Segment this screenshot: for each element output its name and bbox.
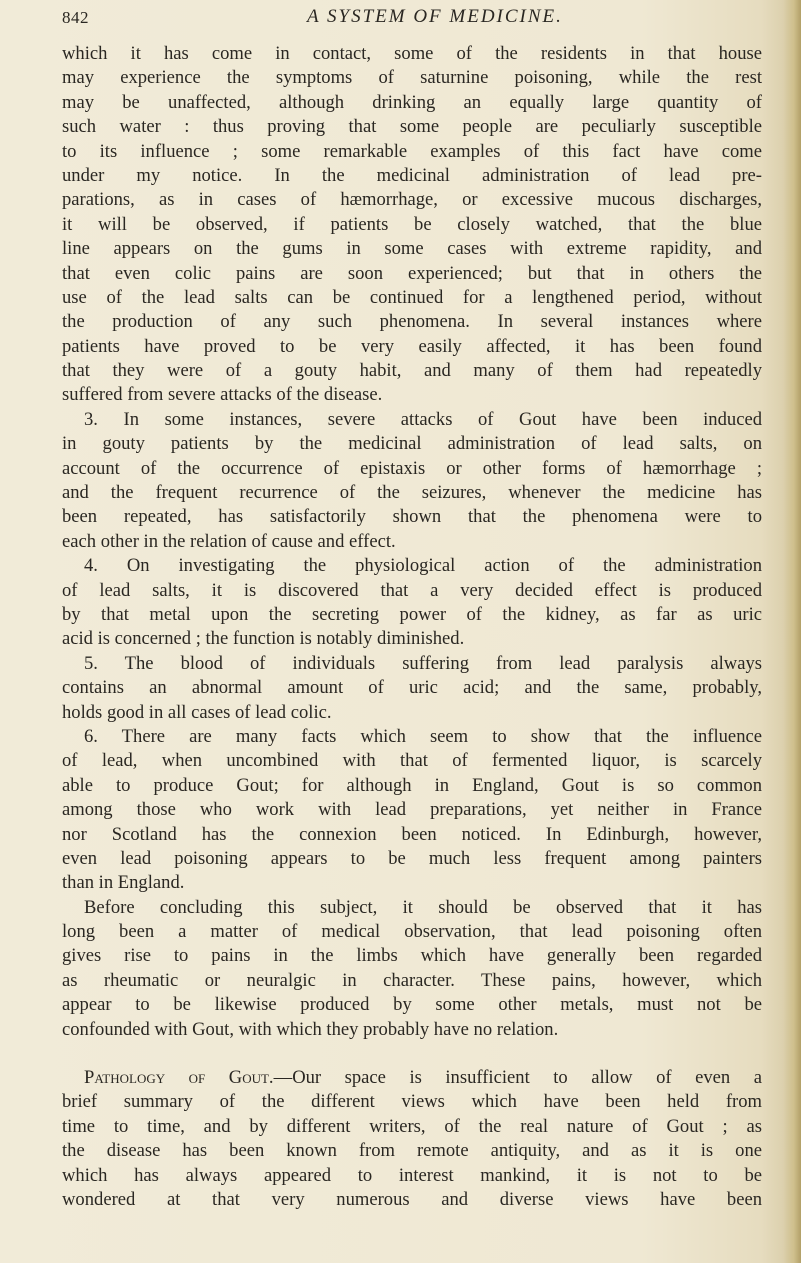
- text-line: the production of any such phenomena. In several instances where: [62, 311, 762, 333]
- section-first-line-text: —Our space is insufficient to allow of even a: [273, 1067, 762, 1089]
- text-line: able to produce Gout; for although in England, Gout is so common: [62, 774, 762, 796]
- text-line: been repeated, has satisfactorily shown that the phenomena were to: [62, 506, 762, 528]
- text-line: account of the occurrence of epistaxis or other forms of hæmorrhage ;: [62, 457, 762, 479]
- paragraph-3-start: 3. In some instances, severe attacks of Gout have been induced: [84, 408, 762, 430]
- text-line: may experience the symptoms of saturnine poisoning, while the rest: [62, 67, 762, 89]
- text-line: by that metal upon the secreting power of the kidney, as far as uric: [62, 603, 762, 625]
- text-line: appear to be likewise produced by some other metals, must not be: [62, 994, 762, 1016]
- text-line: such water : thus proving that some people are peculiarly susceptible: [62, 116, 762, 138]
- text-line: which has always appeared to interest mankind, it is not to be: [62, 1164, 762, 1186]
- text-line: that they were of a gouty habit, and many of them had repeatedly: [62, 360, 762, 382]
- text-line: each other in the relation of cause and effect.: [62, 530, 396, 552]
- text-line: contains an abnormal amount of uric acid; and the same, probably,: [62, 677, 762, 699]
- text-line: holds good in all cases of lead colic.: [62, 701, 332, 723]
- text-line: wondered at that very numerous and diverse views have been: [62, 1188, 762, 1210]
- text-line: which it has come in contact, some of the residents in that house: [62, 43, 762, 64]
- text-line: patients have proved to be very easily affected, it has been found: [62, 335, 762, 357]
- section-first-line: [62, 1066, 762, 1090]
- text-line: that even colic pains are soon experienced; but that in others the: [62, 262, 762, 284]
- text-line: brief summary of the different views which have been held from: [62, 1091, 762, 1113]
- paragraph-4-start: 4. On investigating the physiological action of the administration: [84, 555, 762, 577]
- text-line: time to time, and by different writers, of the real nature of Gout ; as: [62, 1115, 762, 1137]
- text-line: to its influence ; some remarkable examples of this fact have come: [62, 140, 762, 162]
- page-edge-shading: [783, 0, 801, 1263]
- text-line: in gouty patients by the medicinal administration of lead salts, on: [62, 433, 762, 455]
- text-line: long been a matter of medical observation, that lead poisoning often: [62, 921, 762, 943]
- section-gap: [62, 1042, 762, 1066]
- text-line: and the frequent recurrence of the seizures, whenever the medicine has: [62, 482, 762, 504]
- text-line: line appears on the gums in some cases with extreme rapidity, and: [62, 238, 762, 260]
- paragraph-5-start: 5. The blood of individuals suffering from lead paralysis always: [84, 652, 762, 674]
- text-line: even lead poisoning appears to be much less frequent among painters: [62, 847, 762, 869]
- body-text: [62, 42, 762, 1212]
- section-heading: Pathology of Gout.: [84, 1067, 274, 1089]
- text-line: it will be observed, if patients be closely watched, that the blue: [62, 213, 762, 235]
- text-line: acid is concerned ; the function is notably diminished.: [62, 628, 465, 650]
- running-title: A SYSTEM OF MEDICINE.: [307, 6, 563, 27]
- text-line: gives rise to pains in the limbs which have generally been regarded: [62, 945, 762, 967]
- text-line: may be unaffected, although drinking an equally large quantity of: [62, 91, 762, 113]
- text-line: than in England.: [62, 872, 185, 894]
- text-line: among those who work with lead preparations, yet neither in France: [62, 799, 762, 821]
- text-line: under my notice. In the medicinal administration of lead pre-: [62, 164, 762, 186]
- text-line: use of the lead salts can be continued for a lengthened period, without: [62, 286, 762, 308]
- text-line: as rheumatic or neuralgic in character. These pains, however, which: [62, 969, 762, 991]
- text-line: the disease has been known from remote antiquity, and as it is one: [62, 1140, 762, 1162]
- text-line: of lead salts, it is discovered that a very decided effect is produced: [62, 579, 762, 601]
- text-line: confounded with Gout, with which they probably have no relation.: [62, 1018, 559, 1040]
- text-line: nor Scotland has the connexion been noticed. In Edinburgh, however,: [62, 823, 762, 845]
- page-number: 842: [62, 8, 89, 27]
- text-line: of lead, when uncombined with that of fermented liquor, is scarcely: [62, 750, 762, 772]
- text-line: suffered from severe attacks of the disease.: [62, 384, 383, 406]
- running-head: [62, 4, 762, 34]
- paragraph-6-start: 6. There are many facts which seem to show that the influence: [84, 725, 762, 747]
- paragraph-before-concluding-start: Before concluding this subject, it should be observed that it has: [84, 896, 762, 918]
- text-line: parations, as in cases of hæmorrhage, or excessive mucous discharges,: [62, 189, 762, 211]
